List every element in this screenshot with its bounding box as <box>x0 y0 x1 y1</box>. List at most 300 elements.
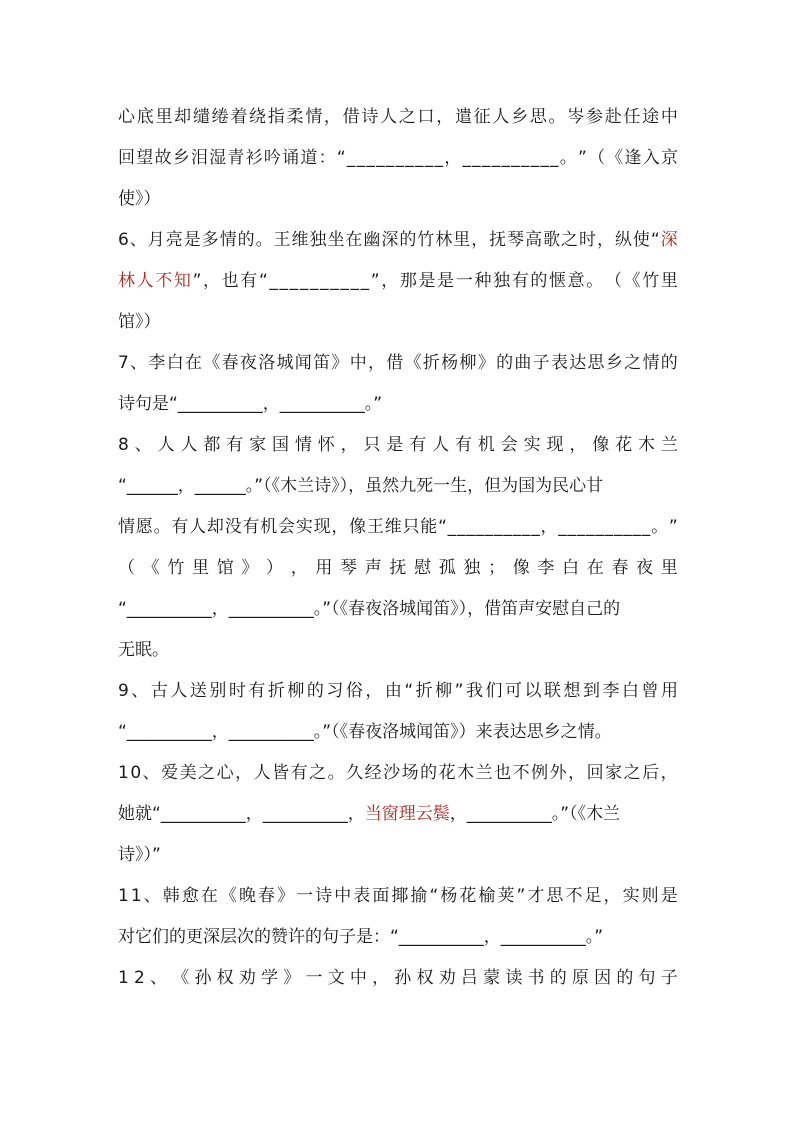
text-char: 是 <box>437 271 455 291</box>
text-char: 会 <box>500 435 518 455</box>
text-char: 才 <box>527 886 545 906</box>
text-line <box>118 466 678 507</box>
line-content <box>118 794 678 835</box>
text-char: 权 <box>416 968 434 988</box>
text-char: ， <box>290 558 308 578</box>
text-char: 机 <box>477 435 495 455</box>
text-char: 回 <box>586 763 604 783</box>
text-char: 读 <box>505 968 523 988</box>
text-char: 孙 <box>394 968 412 988</box>
text-char: 揶 <box>391 886 409 906</box>
text-char: 使 <box>632 230 650 250</box>
text-char: 愿 <box>135 517 153 537</box>
text-char: 劝 <box>238 968 256 988</box>
text-char: 独 <box>493 271 511 291</box>
text-char: ， <box>381 271 399 291</box>
text-char: 晚 <box>238 886 256 906</box>
text-char: 》 <box>283 968 301 988</box>
text-char: 逢 <box>624 148 642 168</box>
text-char: 人 <box>380 107 398 127</box>
text-char: _ <box>395 148 405 168</box>
text-char: 是 <box>183 230 201 250</box>
text-char: 柳 <box>287 681 305 701</box>
text-char: 那 <box>399 271 417 291</box>
text-char: 情 <box>294 435 312 455</box>
text-char: 实 <box>622 886 640 906</box>
text-char: 学 <box>261 968 279 988</box>
text-char: 绕 <box>249 107 267 127</box>
text-char: _ <box>289 271 299 291</box>
text-char: 是 <box>418 271 436 291</box>
text-char: 》 <box>477 353 495 373</box>
text-line <box>118 343 678 384</box>
text-char: 口 <box>417 107 435 127</box>
text-char: 一 <box>455 271 473 291</box>
text-char: 深 <box>381 230 399 250</box>
text-char: _ <box>405 148 414 168</box>
text-char: 可 <box>504 681 522 701</box>
text-char: 有 <box>226 435 244 455</box>
text-char: _ <box>360 271 370 291</box>
text-char: 实 <box>295 517 313 537</box>
text-char: 思 <box>546 886 564 906</box>
text-char: 的 <box>496 353 514 373</box>
text-line <box>118 671 678 712</box>
text-segment: 馆》） <box>118 312 161 332</box>
text-char: ， <box>444 148 462 168</box>
text-char: 人 <box>492 107 510 127</box>
text-char: 后 <box>642 763 660 783</box>
text-char: 。 <box>586 271 604 291</box>
text-segment: “______，______。”（《木兰诗》），虽然九死一生，但为国为民心甘 <box>118 476 604 496</box>
text-char: 7 <box>118 353 129 373</box>
text-char: 杨 <box>440 886 458 906</box>
text-char: 里 <box>660 271 678 291</box>
text-char: 1 <box>118 886 129 906</box>
text-char: 的 <box>420 763 438 783</box>
text-char: 》 <box>277 886 295 906</box>
text-char: 诗 <box>361 107 379 127</box>
text-char: 怀 <box>317 435 335 455</box>
text-char: 之 <box>624 353 642 373</box>
text-char: 入 <box>642 148 660 168</box>
text-char: _ <box>279 271 289 291</box>
text-char: _ <box>567 517 577 537</box>
text-char: 竹 <box>417 230 435 250</box>
text-char: ” <box>668 517 678 537</box>
text-char: 《 <box>142 558 160 578</box>
text-segment: “__________，__________。”（《春夜洛城闻笛》），借笛声安慰自己的 <box>118 599 621 619</box>
text-char: 例 <box>531 763 549 783</box>
text-char: 借 <box>386 353 404 373</box>
text-char: 竹 <box>642 271 660 291</box>
text-char: 着 <box>230 107 248 127</box>
text-char: _ <box>424 148 434 168</box>
text-char: 中 <box>660 107 678 127</box>
text-char: 是 <box>660 886 678 906</box>
text-char: 到 <box>582 681 600 701</box>
text-char: 。 <box>255 230 273 250</box>
text-char: 却 <box>174 107 192 127</box>
line-content <box>118 384 678 425</box>
text-char: 白 <box>562 558 580 578</box>
text-line <box>118 876 678 917</box>
text-line <box>118 425 678 466</box>
text-char: 抚 <box>389 558 407 578</box>
text-char: ， <box>235 763 253 783</box>
text-char: 有 <box>290 763 308 783</box>
text-char: 任 <box>623 107 641 127</box>
text-char: 月 <box>147 230 165 250</box>
text-char: ， <box>596 230 614 250</box>
text-char: 折 <box>422 353 440 373</box>
text-char: 却 <box>206 517 224 537</box>
text-char: 《 <box>404 353 422 373</box>
text-char: 的 <box>530 271 548 291</box>
text-char: 1 <box>130 886 142 906</box>
text-char: ， <box>331 517 349 537</box>
text-char: 韩 <box>162 886 180 906</box>
text-char: 人 <box>432 435 450 455</box>
text-line <box>118 507 678 548</box>
text-char: 独 <box>463 558 481 578</box>
text-char: ” <box>516 886 526 906</box>
text-char: 《 <box>219 886 237 906</box>
text-char: 人 <box>170 681 188 701</box>
text-line <box>118 97 678 138</box>
text-char: 之 <box>309 763 327 783</box>
text-char: 时 <box>579 230 597 250</box>
text-char: 闻 <box>294 353 312 373</box>
text-char: 回 <box>118 148 135 168</box>
text-char: 荚 <box>497 886 515 906</box>
text-char: 子 <box>532 353 550 373</box>
text-char: _ <box>466 517 475 537</box>
text-char: 的 <box>660 353 678 373</box>
text-char: _ <box>309 271 319 291</box>
document-body <box>118 97 678 999</box>
text-char: _ <box>521 517 531 537</box>
text-char: 青 <box>227 148 245 168</box>
text-char: 花 <box>459 886 477 906</box>
text-char: 、 <box>143 886 161 906</box>
text-char: 孙 <box>194 968 212 988</box>
text-char: （ <box>604 271 622 291</box>
line-content <box>118 343 678 384</box>
text-char: 久 <box>346 763 364 783</box>
text-char: 指 <box>267 107 285 127</box>
text-line <box>118 589 678 630</box>
text-char: _ <box>447 517 457 537</box>
text-char: ， <box>569 435 587 455</box>
text-char: 望 <box>136 148 154 168</box>
text-char: 面 <box>372 886 390 906</box>
text-char: 只 <box>402 517 420 537</box>
text-char: _ <box>494 517 503 537</box>
text-char: _ <box>520 148 530 168</box>
text-char: 则 <box>641 886 659 906</box>
text-segment: 她就“__________，__________， <box>118 804 365 824</box>
text-char: 笛 <box>313 353 331 373</box>
text-char: 诗 <box>315 886 333 906</box>
text-char: 里 <box>192 558 210 578</box>
text-char: 在 <box>200 886 218 906</box>
text-char: ， <box>540 517 558 537</box>
text-char: _ <box>356 148 366 168</box>
text-char: 像 <box>592 435 610 455</box>
text-char: 乡 <box>511 107 529 127</box>
text-char: 里 <box>660 558 678 578</box>
text-char: 参 <box>585 107 603 127</box>
line-content <box>118 138 678 179</box>
text-char: 底 <box>136 107 154 127</box>
text-char: 多 <box>201 230 219 250</box>
text-char: 衫 <box>245 148 263 168</box>
text-char: 用 <box>315 558 333 578</box>
text-char: ， <box>568 763 586 783</box>
text-char: 城 <box>276 353 294 373</box>
text-char: 机 <box>260 517 278 537</box>
text-line <box>118 384 678 425</box>
text-char: _ <box>475 517 484 537</box>
text-char: _ <box>586 517 595 537</box>
text-line <box>118 917 678 958</box>
text-char: 有 <box>242 517 260 537</box>
text-char: 故 <box>154 148 172 168</box>
text-char: _ <box>501 148 510 168</box>
text-segment: 对它们的更深层次的赞许的句子是：“__________，__________。” <box>118 927 604 947</box>
text-char: 有 <box>171 517 189 537</box>
text-char: 人 <box>157 435 175 455</box>
text-char: “ <box>438 517 447 537</box>
text-char: 用 <box>660 681 678 701</box>
text-char: 都 <box>203 435 221 455</box>
text-char: 绻 <box>211 107 229 127</box>
text-char: “ <box>336 148 346 168</box>
line-content <box>118 712 678 753</box>
text-char: 送 <box>189 681 207 701</box>
text-char: 白 <box>166 353 184 373</box>
text-segment: 使》） <box>118 189 161 209</box>
text-char: 、 <box>131 681 149 701</box>
text-char: 《 <box>606 148 624 168</box>
text-char: 夜 <box>239 353 257 373</box>
text-char: 春 <box>221 353 239 373</box>
text-char: ， <box>372 968 390 988</box>
text-line <box>118 261 678 302</box>
text-char: 之 <box>561 230 579 250</box>
text-char: 的 <box>616 968 634 988</box>
text-char: 《 <box>203 353 221 373</box>
text-char: 之 <box>398 107 416 127</box>
text-char: 幽 <box>363 230 381 250</box>
text-char: 时 <box>228 681 246 701</box>
text-char: _ <box>512 517 522 537</box>
text-char: 途 <box>642 107 660 127</box>
text-char: 夜 <box>636 558 654 578</box>
text-char: 》 <box>331 353 349 373</box>
text-char: （ <box>118 558 135 578</box>
text-char: 人 <box>253 763 271 783</box>
text-char: 柳 <box>459 353 477 373</box>
text-char: 洛 <box>258 353 276 373</box>
text-char: 原 <box>571 968 589 988</box>
text-char: 只 <box>363 435 381 455</box>
text-char: 也 <box>221 271 239 291</box>
text-char: 中 <box>349 353 367 373</box>
text-char: 能 <box>420 517 438 537</box>
text-char: _ <box>595 517 604 537</box>
text-char: 曲 <box>514 353 532 373</box>
text-char: 。 <box>327 763 345 783</box>
text-char: 之 <box>623 763 641 783</box>
text-char: _ <box>558 517 567 537</box>
text-char: 在 <box>185 353 203 373</box>
text-char: 、 <box>150 968 168 988</box>
text-char: 现 <box>546 435 564 455</box>
text-char: 心 <box>216 763 234 783</box>
text-char: 榆 <box>478 886 496 906</box>
text-char: 在 <box>345 230 363 250</box>
text-char: “ <box>404 681 414 701</box>
text-segment: ，__________。”（《木兰 <box>449 804 621 824</box>
text-char: 2 <box>134 968 145 988</box>
text-char: 美 <box>179 763 197 783</box>
text-char: _ <box>350 271 360 291</box>
text-char: _ <box>530 148 540 168</box>
text-char: 孤 <box>438 558 456 578</box>
text-char: 湿 <box>209 148 227 168</box>
text-char: 诵 <box>282 148 300 168</box>
text-char: 《 <box>623 271 641 291</box>
text-char: _ <box>299 271 309 291</box>
highlighted-char: 深 <box>660 230 678 250</box>
text-char: 由 <box>384 681 402 701</box>
text-line <box>118 958 678 999</box>
text-char: 维 <box>384 517 402 537</box>
text-line <box>118 138 678 179</box>
text-char: 、 <box>130 353 148 373</box>
text-char: 有 <box>511 271 529 291</box>
text-char: 春 <box>611 558 629 578</box>
text-char: 8 <box>118 435 129 455</box>
text-char: 沙 <box>383 763 401 783</box>
text-char: 愈 <box>181 886 199 906</box>
text-line <box>118 835 678 876</box>
highlighted-char: 人 <box>136 271 154 291</box>
text-char: 王 <box>366 517 384 537</box>
text-char: 揄 <box>410 886 428 906</box>
text-line <box>118 548 678 589</box>
text-line <box>118 794 678 835</box>
text-char: ” <box>454 681 464 701</box>
text-char: 习 <box>326 681 344 701</box>
text-char: 。 <box>559 148 577 168</box>
line-content <box>118 220 678 261</box>
text-char: 借 <box>342 107 360 127</box>
text-char: 李 <box>602 681 620 701</box>
text-char: ， <box>203 271 221 291</box>
line-content <box>118 97 678 138</box>
line-content <box>118 917 678 958</box>
text-char: 意 <box>567 271 585 291</box>
text-char: 《 <box>172 968 190 988</box>
text-char: 场 <box>401 763 419 783</box>
line-content <box>118 548 678 589</box>
text-char: ， <box>340 435 358 455</box>
text-char: _ <box>376 148 385 168</box>
text-char: ， <box>660 763 678 783</box>
text-char: 琴 <box>340 558 358 578</box>
text-char: 李 <box>148 353 166 373</box>
text-char: _ <box>484 517 494 537</box>
text-char: 们 <box>485 681 503 701</box>
text-char: 赴 <box>604 107 622 127</box>
text-char: _ <box>540 148 549 168</box>
text-char: 高 <box>525 230 543 250</box>
text-char: 兰 <box>475 763 493 783</box>
text-char: 外 <box>549 763 567 783</box>
text-char: 想 <box>563 681 581 701</box>
text-char: 王 <box>273 230 291 250</box>
line-content <box>118 835 678 876</box>
text-char: 慰 <box>414 558 432 578</box>
text-char: 里 <box>453 230 471 250</box>
text-char: 思 <box>587 353 605 373</box>
text-char: “ <box>258 271 268 291</box>
highlighted-char: 林 <box>118 271 135 291</box>
text-line <box>118 220 678 261</box>
text-char: 岑 <box>567 107 585 127</box>
text-char: 劝 <box>438 968 456 988</box>
text-char: 蒙 <box>483 968 501 988</box>
text-char: _ <box>503 517 512 537</box>
highlighted-char: 不 <box>155 271 173 291</box>
text-char: 情 <box>642 353 660 373</box>
text-char: 纵 <box>614 230 632 250</box>
text-char: “ <box>429 886 439 906</box>
text-char: 有 <box>454 435 472 455</box>
text-char: 别 <box>209 681 227 701</box>
text-char: 像 <box>349 517 367 537</box>
line-content <box>118 507 678 548</box>
text-char: 》 <box>241 558 259 578</box>
text-char: ” <box>578 148 587 168</box>
text-char: ， <box>365 681 383 701</box>
text-char: ， <box>436 107 454 127</box>
text-char: 吕 <box>460 968 478 988</box>
text-char: 中 <box>349 968 367 988</box>
text-char: 俗 <box>345 681 363 701</box>
text-char: _ <box>604 517 614 537</box>
line-content <box>118 466 678 507</box>
text-char: 家 <box>249 435 267 455</box>
text-char: 木 <box>457 763 475 783</box>
text-char: 的 <box>306 681 324 701</box>
text-char: 实 <box>523 435 541 455</box>
line-content <box>118 876 678 917</box>
text-char: 坐 <box>327 230 345 250</box>
text-char: 表 <box>550 353 568 373</box>
text-char: 0 <box>130 763 142 783</box>
text-char: “ <box>650 230 660 250</box>
text-char: 子 <box>660 968 678 988</box>
text-char: 的 <box>237 230 255 250</box>
text-char: 。 <box>153 517 171 537</box>
text-char: 李 <box>537 558 555 578</box>
text-char: _ <box>613 517 623 537</box>
text-char: 1 <box>118 763 129 783</box>
